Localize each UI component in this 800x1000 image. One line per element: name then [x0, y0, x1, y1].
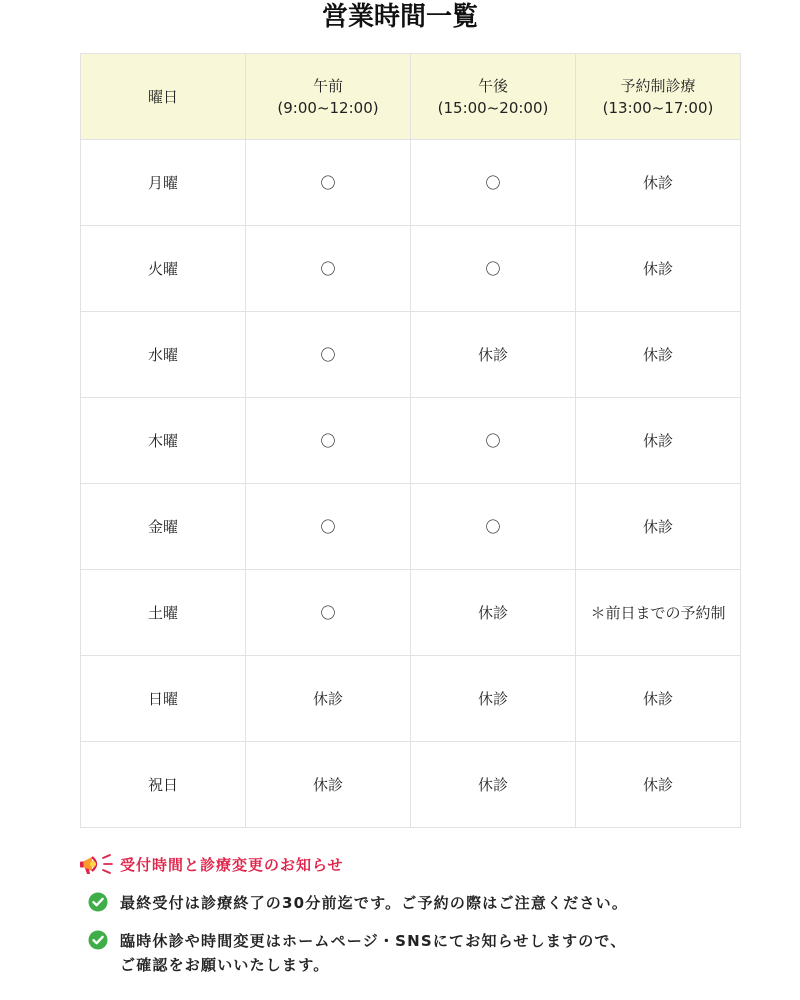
notice-item-text	[120, 929, 627, 977]
open-mark: 〇	[485, 174, 501, 192]
cell-text: 休診	[642, 174, 673, 192]
cell-text: 休診	[477, 690, 508, 708]
table-row	[81, 570, 741, 656]
afternoon-cell	[411, 398, 576, 484]
notice-title: 受付時間と診療変更のお知らせ	[120, 855, 344, 874]
cell-text: 休診	[477, 604, 508, 622]
check-circle-icon	[88, 892, 108, 912]
header-appointment	[576, 54, 741, 140]
afternoon-cell	[411, 140, 576, 226]
cell-text: 日曜	[147, 690, 178, 708]
cell-text: 休診	[312, 690, 343, 708]
cell-text: 休診	[642, 260, 673, 278]
table-row	[81, 656, 741, 742]
morning-cell	[246, 312, 411, 398]
table-row	[81, 398, 741, 484]
afternoon-cell	[411, 656, 576, 742]
open-mark: 〇	[320, 174, 336, 192]
appointment-cell	[576, 398, 741, 484]
notice-item	[88, 891, 728, 915]
table-row	[81, 484, 741, 570]
header-label: 午前	[312, 76, 343, 95]
business-hours-table	[80, 53, 741, 828]
cell-text: 休診	[642, 432, 673, 450]
morning-cell	[246, 226, 411, 312]
morning-cell	[246, 570, 411, 656]
header-time: (13:00~17:00)	[602, 98, 714, 117]
cell-text: 休診	[477, 346, 508, 364]
appointment-cell	[576, 570, 741, 656]
appointment-cell	[576, 226, 741, 312]
afternoon-cell	[411, 484, 576, 570]
megaphone-icon	[78, 850, 120, 878]
notice-heading	[78, 850, 758, 878]
appointment-cell	[576, 656, 741, 742]
cell-text: 水曜	[147, 346, 178, 364]
open-mark: 〇	[485, 518, 501, 536]
day-cell	[81, 484, 246, 570]
notice-item-text	[120, 891, 628, 915]
afternoon-cell	[411, 742, 576, 828]
day-cell	[81, 656, 246, 742]
header-label: 予約制診療	[620, 76, 696, 95]
cell-text: 祝日	[147, 776, 178, 794]
afternoon-cell	[411, 312, 576, 398]
header-day	[81, 54, 246, 140]
cell-text: 火曜	[147, 260, 178, 278]
day-cell	[81, 140, 246, 226]
table-header-row	[81, 54, 741, 140]
appointment-cell	[576, 312, 741, 398]
day-cell	[81, 742, 246, 828]
day-cell	[81, 312, 246, 398]
table-body	[81, 140, 741, 828]
day-cell	[81, 398, 246, 484]
open-mark: 〇	[485, 432, 501, 450]
open-mark: 〇	[320, 604, 336, 622]
header-morning	[246, 54, 411, 140]
appointment-cell	[576, 742, 741, 828]
header-label: 午後	[477, 76, 508, 95]
open-mark: 〇	[320, 260, 336, 278]
morning-cell	[246, 398, 411, 484]
morning-cell	[246, 140, 411, 226]
header-label: 曜日	[147, 87, 178, 106]
appointment-cell	[576, 484, 741, 570]
cell-text: 金曜	[147, 518, 178, 536]
cell-text: 休診	[312, 776, 343, 794]
header-afternoon	[411, 54, 576, 140]
notice-line: 臨時休診や時間変更はホームページ・SNSにてお知らせしますので、	[120, 932, 627, 950]
header-time: (15:00~20:00)	[437, 98, 549, 117]
appointment-cell	[576, 140, 741, 226]
cell-text: 休診	[642, 518, 673, 536]
open-mark: 〇	[320, 518, 336, 536]
open-mark: 〇	[320, 346, 336, 364]
day-cell	[81, 570, 246, 656]
cell-text: 休診	[642, 776, 673, 794]
cell-text: 休診	[642, 690, 673, 708]
header-time: (9:00~12:00)	[277, 98, 379, 117]
page-title: 営業時間一覧	[321, 2, 478, 32]
cell-text: 月曜	[147, 174, 178, 192]
open-mark: 〇	[485, 260, 501, 278]
day-cell	[81, 226, 246, 312]
cell-text: 土曜	[147, 604, 178, 622]
table-row	[81, 226, 741, 312]
cell-text: ＊前日までの予約制	[590, 604, 726, 622]
afternoon-cell	[411, 570, 576, 656]
morning-cell	[246, 742, 411, 828]
table-row	[81, 742, 741, 828]
open-mark: 〇	[320, 432, 336, 450]
notice-line: ご確認をお願いいたします。	[120, 956, 330, 974]
cell-text: 休診	[642, 346, 673, 364]
check-circle-icon	[88, 930, 108, 950]
cell-text: 休診	[477, 776, 508, 794]
cell-text: 木曜	[147, 432, 178, 450]
table-row	[81, 140, 741, 226]
morning-cell	[246, 484, 411, 570]
morning-cell	[246, 656, 411, 742]
table-row	[81, 312, 741, 398]
notice-item	[88, 929, 728, 977]
notice-line: 最終受付は診療終了の30分前迄です。ご予約の際はご注意ください。	[120, 894, 629, 912]
afternoon-cell	[411, 226, 576, 312]
